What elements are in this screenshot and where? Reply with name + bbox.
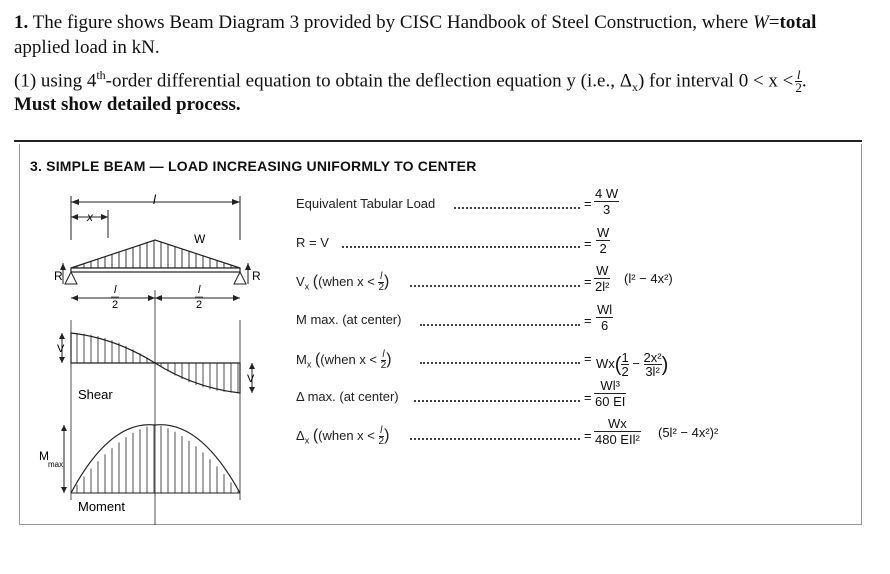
equals-sign: = (584, 428, 592, 443)
question-line-4: Must show detailed process. (14, 94, 241, 115)
fraction-equivalent-load: 4 W 3 (595, 186, 619, 217)
equals-sign: = (584, 390, 592, 405)
equals-sign: = (584, 196, 592, 211)
shear-label: Shear (78, 387, 113, 402)
formula-label-delta-x: $\Delta_x$ ((when x < $\frac{l}{2}$ ) (296, 425, 390, 447)
equals-sign: = (584, 313, 592, 328)
fraction-delta-x: Wx 480 EIl² (595, 416, 640, 447)
formula-label-vx: $V_x$ ((when x < $\frac{l}{2}$ ) (296, 271, 390, 293)
equals-sign: = (584, 236, 592, 251)
moment-label: Moment (78, 499, 125, 514)
beam (71, 268, 240, 272)
v-left-label: V (57, 343, 65, 355)
right-reaction-label: R (252, 269, 261, 283)
left-reaction-label: R (54, 269, 63, 283)
right-support (234, 272, 246, 284)
formula-label-r-v: R = V (296, 235, 329, 250)
question-line-2: applied load in kN. (14, 37, 160, 58)
half-right-num: l (198, 284, 201, 296)
load-label: W (194, 232, 206, 246)
vx-tail: (l² − 4x²) (624, 271, 673, 286)
load-hatch (77, 240, 238, 268)
half-right-den: 2 (196, 299, 203, 311)
inline-fraction: $\frac{l}{2}$ (795, 67, 802, 96)
formula-label-mmax: M max. (at center) (296, 312, 402, 327)
equals-sign: = (584, 274, 592, 289)
moment-curve (71, 425, 240, 493)
question-line-3: (1) using 4th-order differential equation to obtain the deflection equation y (i.e., $\Delta_x$) for interval 0 < x < $\frac{l}{2}$ . (14, 67, 807, 96)
leader-dots (420, 362, 580, 364)
fraction-mmax: Wl 6 (597, 302, 613, 333)
equals-sign: = (584, 351, 592, 366)
delta-x-tail: (5l² − 4x²)² (658, 425, 719, 440)
mmax-label: M (39, 449, 49, 463)
leader-dots (420, 324, 580, 326)
leader-dots (410, 438, 580, 440)
span-label: l (153, 192, 156, 207)
divider (14, 140, 862, 142)
half-left-num: l (114, 284, 117, 296)
leader-dots (414, 400, 580, 402)
question-line-1: 1. The figure shows Beam Diagram 3 provided by CISC Handbook of Steel Construction, where W=total (14, 12, 817, 33)
leader-dots (454, 207, 580, 209)
fraction-delta-max: Wl³ 60 EI (595, 378, 626, 409)
left-support (65, 272, 77, 284)
beam-diagram (20, 180, 285, 525)
formula-label-equivalent-load: Equivalent Tabular Load (296, 196, 436, 211)
fraction-r-v: W 2 (597, 225, 610, 256)
half-left-den: 2 (112, 299, 119, 311)
load-triangle (71, 240, 240, 268)
v-right-label: V (247, 373, 255, 385)
mmax-sub: max (48, 460, 64, 469)
x-label: x (87, 210, 93, 224)
figure-title: 3. SIMPLE BEAM — LOAD INCREASING UNIFORMLY TO CENTER (30, 158, 477, 174)
mx-expression: Wx( $\frac{1}{2}$ − $\frac{\text{2x²}}{\text{3l²}}$ ) (596, 350, 669, 379)
leader-dots (410, 285, 580, 287)
moment-hatch (77, 425, 238, 493)
formula-label-delta-max: Δ max. (at center) (296, 389, 399, 404)
fraction-vx: W 2l² (595, 263, 610, 294)
leader-dots (342, 246, 580, 248)
formula-label-mx: $M_x$ ((when x < $\frac{l}{2}$ ) (296, 349, 392, 371)
